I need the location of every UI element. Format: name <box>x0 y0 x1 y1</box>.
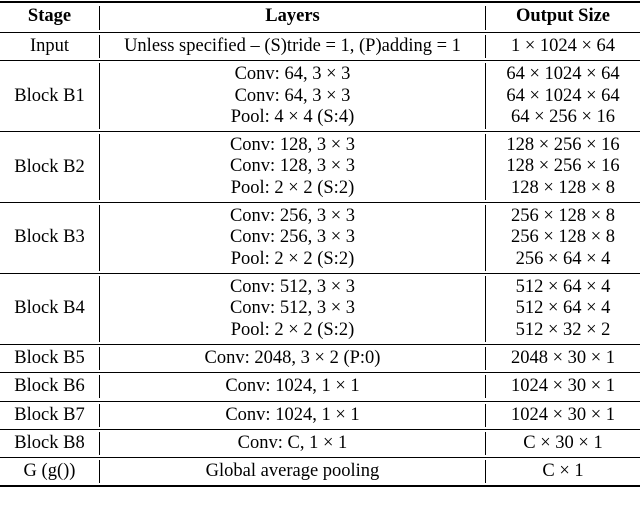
layers-cell-line: Conv: 64, 3 × 3 <box>234 85 351 106</box>
row-rule <box>0 202 640 203</box>
layers-cell-line: Conv: 512, 3 × 3 <box>229 277 356 297</box>
stage-cell: Block B2 <box>14 156 85 177</box>
output-size-cell-line: 128 × 128 × 8 <box>510 177 616 198</box>
output-size-cell-line: 256 × 128 × 8 <box>510 227 616 248</box>
output-size-cell-line: 64 × 1024 × 64 <box>506 64 620 85</box>
output-size-cell-line: 1024 × 30 × 1 <box>510 404 616 425</box>
column-divider-1 <box>99 63 100 129</box>
layers-cell <box>100 64 485 128</box>
column-divider-1 <box>99 375 100 398</box>
output-size-cell <box>486 433 640 454</box>
output-size-cell-line: 64 × 256 × 16 <box>510 106 616 127</box>
row-rule <box>0 401 640 402</box>
table-bottom-rule <box>0 485 640 487</box>
column-divider-1 <box>99 35 100 58</box>
output-size-cell <box>486 36 640 57</box>
output-size-cell-line: C × 1 <box>542 461 584 482</box>
output-size-cell <box>486 64 640 128</box>
output-size-cell <box>486 277 640 341</box>
output-size-cell-line: 1024 × 30 × 1 <box>510 376 616 397</box>
layers-cell-line: Global average pooling <box>205 461 380 482</box>
column-divider-2 <box>485 205 486 271</box>
layers-cell-line: Conv: 64, 3 × 3 <box>234 64 351 85</box>
column-divider-1 <box>99 276 100 342</box>
column-divider-1 <box>99 205 100 271</box>
output-size-cell <box>486 348 640 369</box>
column-divider-2 <box>485 375 486 398</box>
column-divider-1 <box>99 347 100 370</box>
layers-cell-line: Conv: 256, 3 × 3 <box>229 206 356 227</box>
layers-cell-line: Unless specified – (S)tride = 1, (P)adding = 1 <box>124 36 461 56</box>
output-size-cell <box>486 376 640 397</box>
output-size-cell-line: 512 × 64 × 4 <box>515 298 611 319</box>
layers-cell-line: Conv: C, 1 × 1 <box>237 432 348 453</box>
layers-cell-line: Pool: 2 × 2 (S:2) <box>230 319 355 340</box>
stage-cell: Block B5 <box>14 347 85 368</box>
output-size-cell-line: 2048 × 30 × 1 <box>510 347 616 368</box>
layers-cell-line: Conv: 128, 3 × 3 <box>229 135 356 156</box>
stage-cell: G (g()) <box>23 461 76 482</box>
row-rule <box>0 372 640 373</box>
column-divider-1 <box>99 134 100 200</box>
header-layers: Layers <box>265 6 320 26</box>
layers-cell-line: Conv: 256, 3 × 3 <box>229 227 356 248</box>
layers-cell <box>100 376 485 397</box>
column-divider-2 <box>485 63 486 129</box>
stage-cell: Input <box>29 36 70 56</box>
column-divider-1 <box>99 432 100 455</box>
layers-cell-line: Pool: 4 × 4 (S:4) <box>230 106 355 127</box>
column-divider-2 <box>485 432 486 455</box>
header-stage: Stage <box>27 6 72 26</box>
table-top-rule <box>0 1 640 3</box>
column-divider-2 <box>485 35 486 58</box>
output-size-cell-line: 512 × 64 × 4 <box>515 277 611 297</box>
row-rule <box>0 457 640 458</box>
layers-cell <box>100 277 485 341</box>
output-size-cell <box>486 135 640 199</box>
output-size-cell-line: 128 × 256 × 16 <box>506 156 620 177</box>
row-rule <box>0 60 640 61</box>
output-size-cell-line: 256 × 64 × 4 <box>515 248 611 269</box>
header-divider-1 <box>99 6 100 30</box>
layers-cell-line: Conv: 128, 3 × 3 <box>229 156 356 177</box>
output-size-cell-line: C × 30 × 1 <box>523 432 603 453</box>
output-size-cell <box>486 206 640 270</box>
row-rule <box>0 131 640 132</box>
layers-cell-line: Conv: 1024, 1 × 1 <box>225 376 360 397</box>
layers-cell <box>100 206 485 270</box>
layers-cell <box>100 36 485 57</box>
column-divider-1 <box>99 460 100 483</box>
row-rule <box>0 344 640 345</box>
layers-cell <box>100 348 485 369</box>
column-divider-2 <box>485 404 486 427</box>
column-divider-2 <box>485 134 486 200</box>
layers-cell <box>100 405 485 426</box>
layers-cell <box>100 433 485 454</box>
layers-cell-line: Pool: 2 × 2 (S:2) <box>230 177 355 198</box>
output-size-cell <box>486 405 640 426</box>
column-divider-1 <box>99 404 100 427</box>
row-rule <box>0 273 640 274</box>
stage-cell: Block B3 <box>14 227 85 248</box>
header-bottom-rule <box>0 32 640 33</box>
output-size-cell-line: 256 × 128 × 8 <box>510 206 616 227</box>
output-size-cell <box>486 461 640 482</box>
header-output-size: Output Size <box>515 6 611 26</box>
output-size-cell-line: 128 × 256 × 16 <box>506 135 620 156</box>
stage-cell: Block B1 <box>14 85 85 106</box>
stage-cell: Block B8 <box>14 432 85 453</box>
layers-cell <box>100 135 485 199</box>
layers-cell-line: Pool: 2 × 2 (S:2) <box>230 248 355 269</box>
stage-cell: Block B7 <box>14 404 85 425</box>
layers-cell-line: Conv: 1024, 1 × 1 <box>225 404 360 425</box>
layers-cell-line: Conv: 512, 3 × 3 <box>229 298 356 319</box>
output-size-cell-line: 512 × 32 × 2 <box>515 319 611 340</box>
stage-cell: Block B6 <box>14 376 85 397</box>
layers-cell <box>100 461 485 482</box>
output-size-cell-line: 64 × 1024 × 64 <box>506 85 620 106</box>
output-size-cell-line: 1 × 1024 × 64 <box>510 36 616 56</box>
column-divider-2 <box>485 347 486 370</box>
layers-cell-line: Conv: 2048, 3 × 2 (P:0) <box>204 347 381 368</box>
column-divider-2 <box>485 276 486 342</box>
stage-cell: Block B4 <box>14 298 85 319</box>
header-divider-2 <box>485 6 486 30</box>
row-rule <box>0 429 640 430</box>
column-divider-2 <box>485 460 486 483</box>
